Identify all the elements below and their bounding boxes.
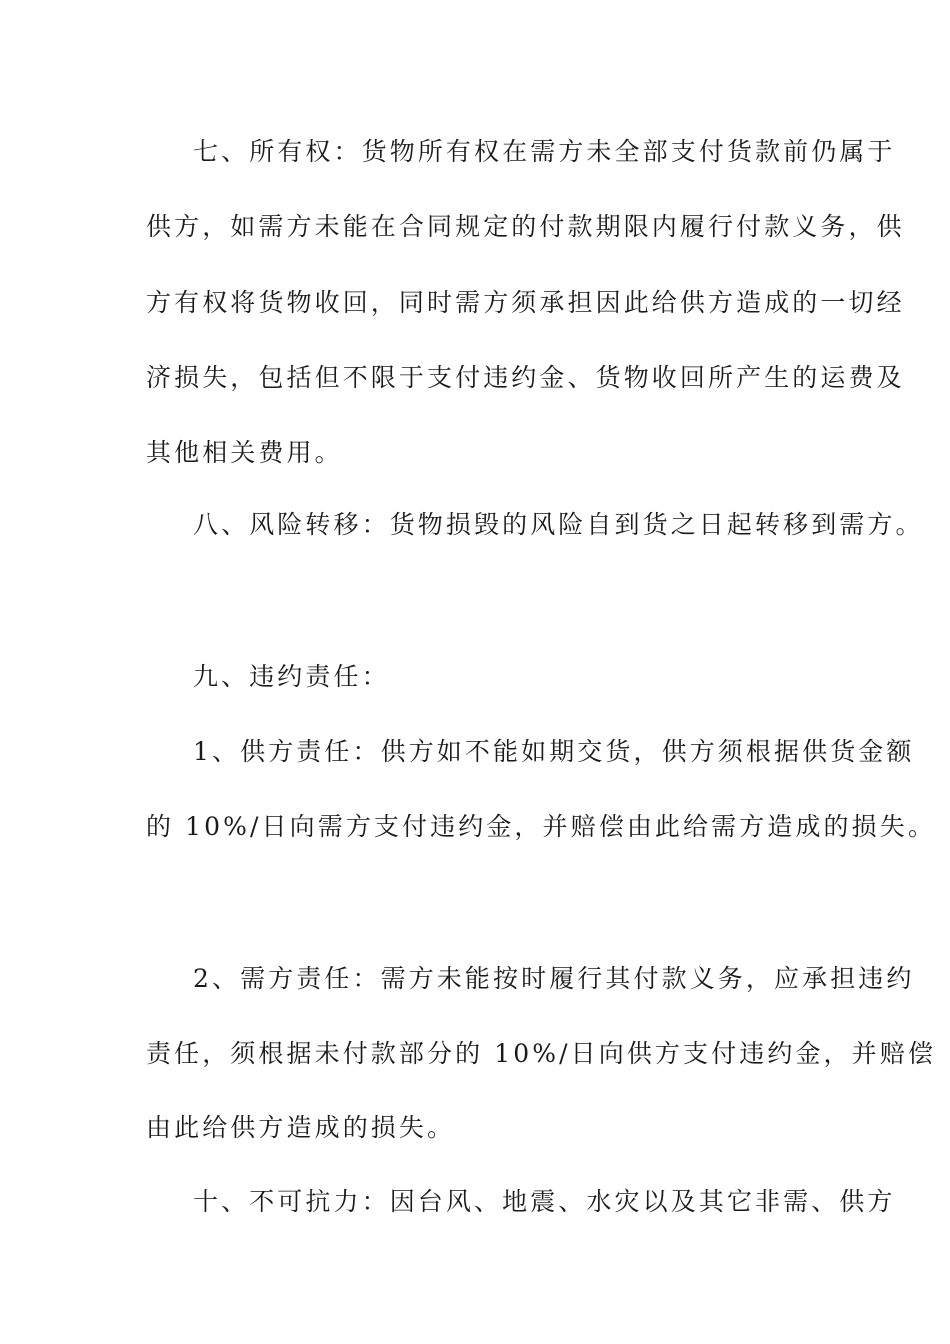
clause-9-2-line-1: 2、需方责任：需方未能按时履行其付款义务，应承担违约 <box>193 964 915 993</box>
clause-7-line-3: 方有权将货物收回，同时需方须承担因此给供方造成的一切经 <box>146 288 905 317</box>
clause-7-line-2: 供方，如需方未能在合同规定的付款期限内履行付款义务，供 <box>146 212 905 241</box>
clause-7-line-1: 七、所有权：货物所有权在需方未全部支付货款前仍属于 <box>193 137 896 166</box>
clause-7-line-5: 其他相关费用。 <box>146 438 343 467</box>
clause-8-line-1: 八、风险转移：货物损毁的风险自到货之日起转移到需方。 <box>193 510 924 539</box>
clause-9-1-line-1: 1、供方责任：供方如不能如期交货，供方须根据供货金额 <box>193 737 915 766</box>
clause-7-line-4: 济损失，包括但不限于支付违约金、货物收回所产生的运费及 <box>146 363 905 392</box>
clause-9-2-line-3: 由此给供方造成的损失。 <box>146 1113 456 1142</box>
clause-9-heading: 九、违约责任： <box>193 662 390 691</box>
clause-10-line-1: 十、不可抗力：因台风、地震、水灾以及其它非需、供方 <box>193 1187 896 1216</box>
clause-9-2-line-2: 责任，须根据未付款部分的 10%/日向供方支付违约金，并赔偿 <box>146 1039 936 1068</box>
clause-9-1-line-2: 的 10%/日向需方支付违约金，并赔偿由此给需方造成的损失。 <box>146 812 936 841</box>
